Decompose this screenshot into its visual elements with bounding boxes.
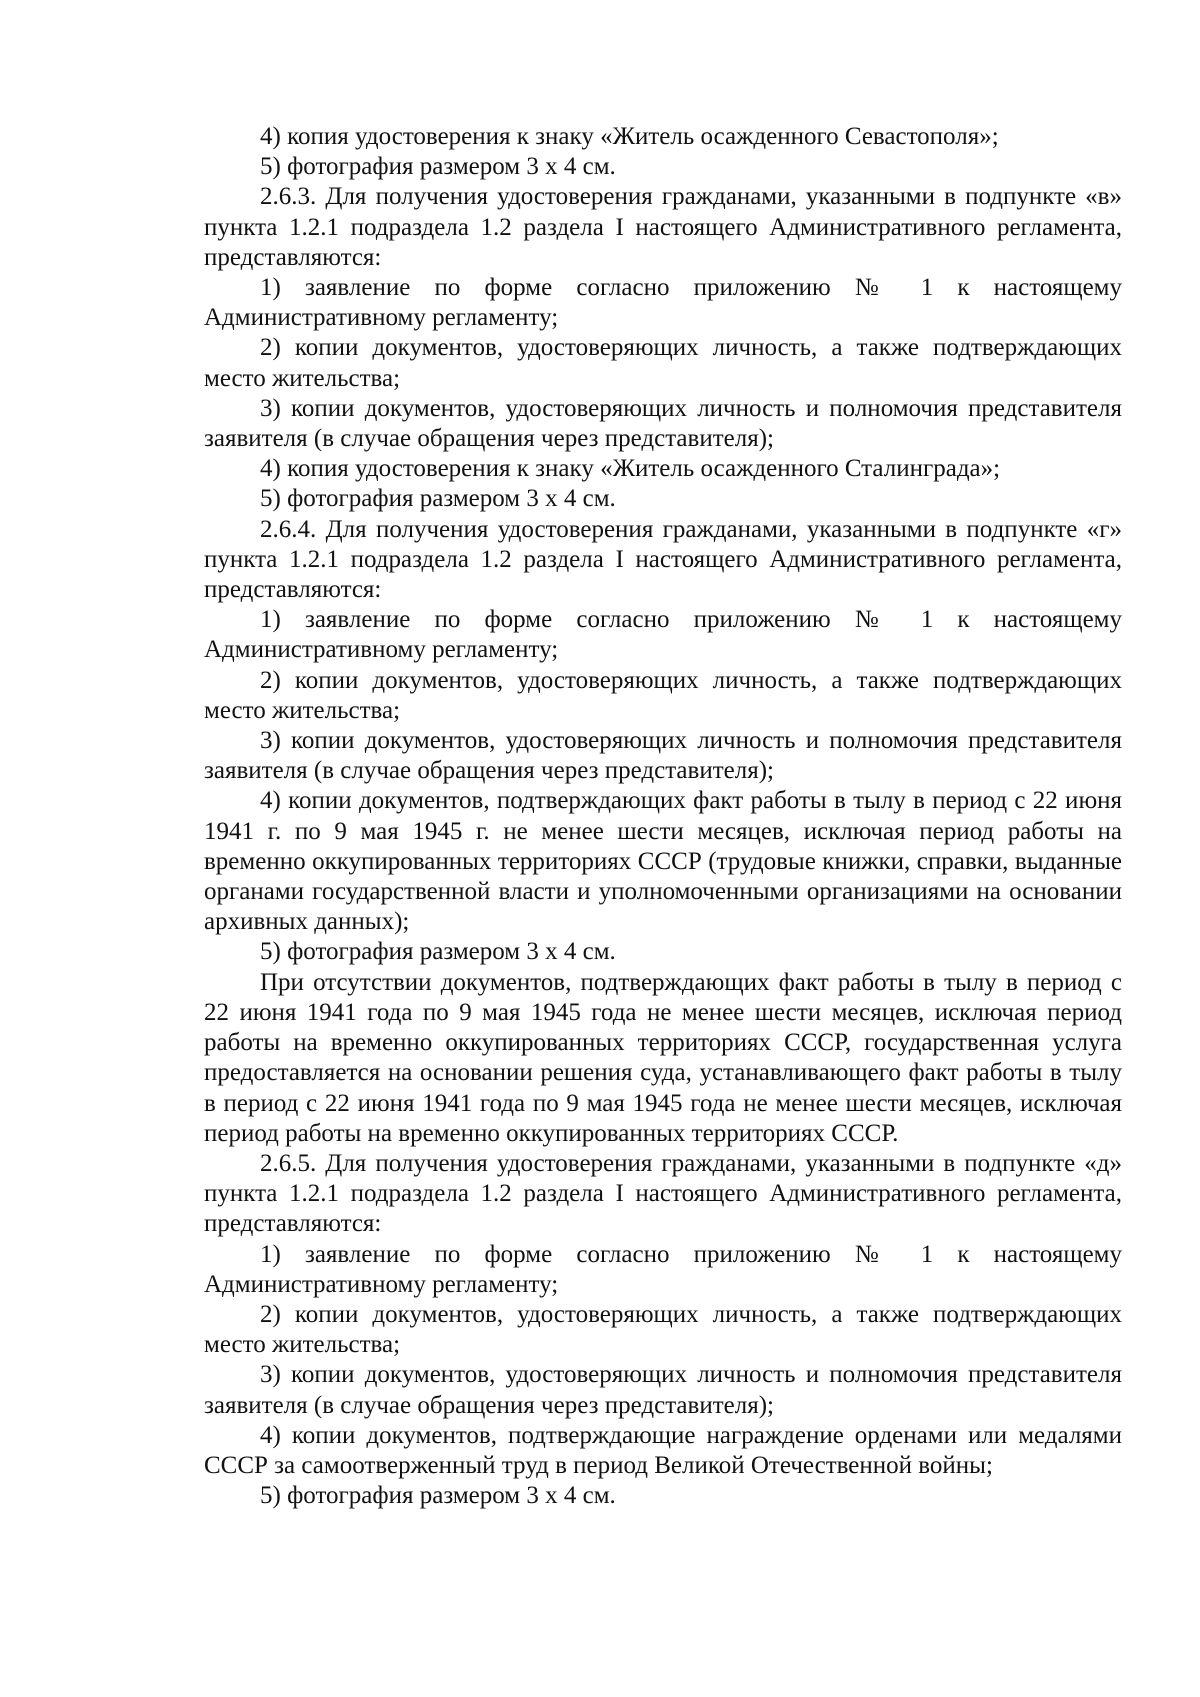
document-page [204,122,1122,1511]
paragraph: 2.6.4. Для получения удостоверения гражданами, указанными в подпункте «г» пункта 1.2.1 подраздела 1.2 раздела I настоящего Административного регламента, представляются: [204,515,1122,604]
paragraph: 4) копии документов, подтверждающих факт работы в тылу в период с 22 июня 1941 г. по 9 мая 1945 г. не менее шести месяцев, исключая период работы на временно оккупированных территориях СССР (трудовые книжки, справки, выданные органами государственной власти и уполномоченными организациями на основании архивных данных); [204,787,1122,936]
paragraph: 2) копии документов, удостоверяющих личность, а также подтверждающих место жительства; [204,1300,1122,1359]
paragraph: 2) копии документов, удостоверяющих личность, а также подтверждающих место жительства; [204,666,1122,724]
paragraph: 5) фотография размером 3 х 4 см. [260,485,616,513]
paragraph: 4) копия удостоверения к знаку «Житель осажденного Севастополя»; [260,123,999,150]
paragraph: 2) копии документов, удостоверяющих личность, а также подтверждающих место жительства; [204,334,1122,392]
paragraph: 2.6.5. Для получения удостоверения гражданами, указанными в подпункте «д» пункта 1.2.1 подраздела 1.2 раздела I настоящего Административного регламента, представляются: [204,1149,1122,1238]
paragraph: 4) копии документов, подтверждающие награждение орденами или медалями СССР за самоотверженный труд в период Великой Отечественной войны; [204,1421,1122,1479]
paragraph: 1) заявление по форме согласно приложению № 1 к настоящему Административному регламенту; [204,1240,1122,1298]
paragraph: 4) копия удостоверения к знаку «Житель осажденного Сталинграда»; [260,455,1001,483]
paragraph: 3) копии документов, удостоверяющих личность и полномочия представителя заявителя (в случае обращения через представителя); [204,1361,1122,1419]
paragraph: 5) фотография размером 3 х 4 см. [260,1482,616,1510]
paragraph: 1) заявление по форме согласно приложению № 1 к настоящему Административному регламенту; [204,274,1122,332]
paragraph: 2.6.3. Для получения удостоверения гражданами, указанными в подпункте «в» пункта 1.2.1 подраздела 1.2 раздела I настоящего Административного регламента, представляются: [204,183,1122,271]
paragraph: 1) заявление по форме согласно приложению № 1 к настоящему Административному регламенту; [204,606,1122,664]
paragraph: При отсутствии документов, подтверждающих факт работы в тылу в период с 22 июня 1941 года по 9 мая 1945 года не менее шести месяцев, исключая период работы на временно оккупированных территориях СССР, государственная услуга предоставляется на основании решения суда, устанавливающего факт работы в тылу в период с 22 июня 1941 года по 9 мая 1945 года не менее шести месяцев, исключая период работы на временно оккупированных территориях СССР. [204,968,1122,1147]
paragraph: 3) копии документов, удостоверяющих личность и полномочия представителя заявителя (в случае обращения через представителя); [204,394,1122,453]
paragraph: 5) фотография размером 3 х 4 см. [260,938,616,966]
paragraph: 5) фотография размером 3 х 4 см. [260,153,616,181]
paragraph: 3) копии документов, удостоверяющих личность и полномочия представителя заявителя (в случае обращения через представителя); [204,727,1122,785]
